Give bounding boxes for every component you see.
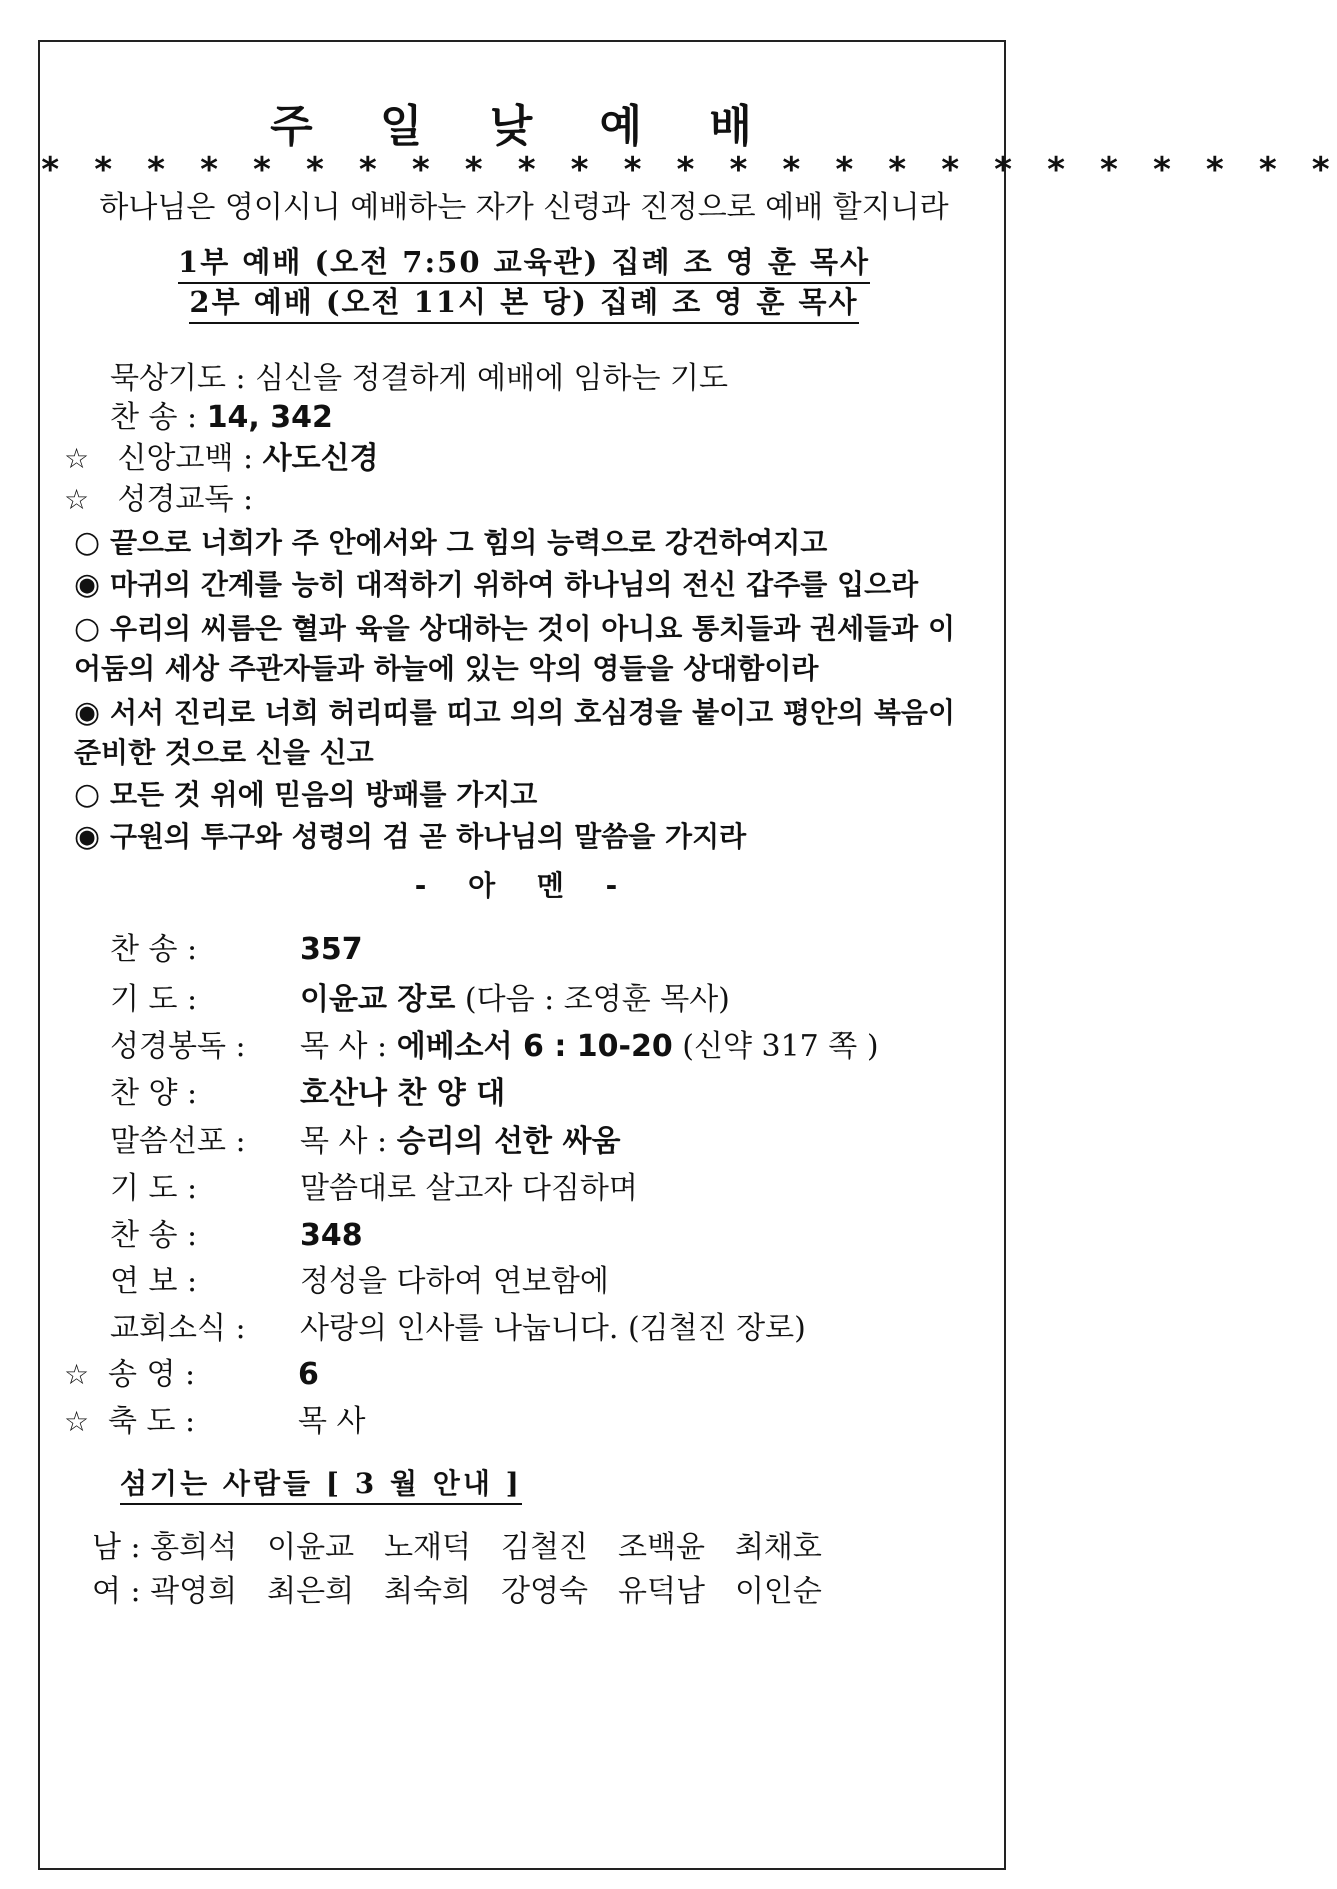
order-item [110, 1216, 363, 1256]
order-item [64, 1402, 366, 1442]
order-item [110, 1074, 505, 1114]
verse-line [74, 562, 918, 608]
order-reading [64, 480, 253, 520]
order-item [110, 1122, 620, 1162]
order-label: 성경교독 : [117, 482, 254, 517]
order-item [110, 1262, 609, 1302]
star-icon: ☆ [64, 442, 90, 475]
verse-text: 어둠의 세상 주관자들과 하늘에 있는 악의 영들을 상대함이라 [74, 652, 819, 685]
page-title: 주 일 낮 예 배 [270, 101, 778, 152]
order-value: 14, 342 [206, 400, 333, 435]
order-item [110, 1027, 879, 1067]
motto-line: 하나님은 영이시니 예배하는 자가 신령과 진정으로 예배 할지니라 [99, 190, 949, 225]
order-item [110, 1309, 806, 1349]
server-name: 곽영희 [150, 1574, 238, 1609]
order-value: 심신을 정결하게 예배에 임하는 기도 [255, 361, 728, 396]
server-name: 조백윤 [617, 1530, 705, 1565]
circle-icon: ○ [74, 777, 101, 812]
order-value: 승리의 선한 싸움 [396, 1124, 621, 1159]
verse-line [74, 772, 537, 818]
order-value: 357 [300, 932, 363, 967]
order-label: 기 도 : [110, 1171, 198, 1206]
servers-male-label: 남 : [92, 1530, 151, 1565]
order-note: (다음 : 조영훈 목사) [455, 982, 730, 1017]
order-label: 연 보 : [110, 1264, 198, 1299]
verse-text: 마귀의 간계를 능히 대적하기 위하여 하나님의 전신 갑주를 입으라 [109, 568, 919, 601]
servers-male-row [92, 1522, 852, 1566]
servers-heading-text: 섬기는 사람들 [ 3 월 안내 ] [120, 1467, 522, 1505]
order-value: 사도신경 [262, 441, 379, 476]
order-item [110, 1169, 638, 1209]
star-divider: * * * * * * * * * * * * * * * * * * * * * * * * * [40, 150, 1337, 190]
order-value: 6 [298, 1357, 319, 1392]
server-name: 최채호 [734, 1530, 822, 1565]
service-1-text: 1부 예배 (오전 7:50 교육관) 집례 조 영 훈 목사 [178, 245, 870, 284]
order-officiant: 목 사 : [300, 1029, 397, 1064]
bulletin-frame [38, 40, 1337, 1870]
server-name: 유덕남 [617, 1574, 705, 1609]
verse-text: 우리의 씨름은 혈과 육을 상대하는 것이 아니요 통치들과 권세들과 이 [109, 612, 956, 645]
dotted-circle-icon: ◉ [74, 695, 101, 730]
order-label: 신앙고백 : [117, 441, 254, 476]
order-note: 정성을 다하여 연보함에 [300, 1264, 609, 1299]
server-name: 강영숙 [501, 1574, 588, 1609]
order-creed [64, 439, 379, 479]
server-name: 최숙희 [384, 1574, 472, 1609]
order-label: 교회소식 : [110, 1311, 246, 1346]
verse-line [74, 646, 818, 692]
order-item [64, 1355, 319, 1395]
verse-line [74, 814, 746, 860]
order-label: 묵상기도 : [110, 361, 246, 396]
server-name: 홍희석 [150, 1530, 238, 1565]
circle-icon: ○ [74, 525, 101, 560]
order-label: 축 도 : [108, 1404, 196, 1439]
dotted-circle-icon: ◉ [74, 567, 101, 602]
service-2-text: 2부 예배 (오전 11시 본 당) 집례 조 영 훈 목사 [189, 285, 858, 324]
order-item [110, 980, 730, 1020]
order-label: 찬 송 : [110, 1218, 198, 1253]
order-value: 호산나 찬 양 대 [300, 1076, 506, 1111]
star-icon: ☆ [64, 483, 90, 516]
order-note: (신약 317 쪽 ) [672, 1029, 879, 1064]
server-name: 최은희 [267, 1574, 355, 1609]
verse-text: 서서 진리로 너희 허리띠를 띠고 의의 호심경을 붙이고 평안의 복음이 [109, 696, 956, 729]
verse-text: 모든 것 위에 믿음의 방패를 가지고 [109, 778, 538, 811]
order-silent-prayer [110, 359, 728, 399]
order-label: 찬 송 : [110, 400, 198, 435]
order-hymn-1 [110, 398, 333, 438]
amen-line: - 아 멘 - [414, 869, 634, 902]
order-label: 송 영 : [108, 1357, 196, 1392]
server-name: 이윤교 [267, 1530, 355, 1565]
order-label: 성경봉독 : [110, 1029, 246, 1064]
order-item [110, 930, 363, 970]
server-name: 이인순 [734, 1574, 822, 1609]
order-label: 말씀선포 : [110, 1124, 246, 1159]
servers-heading [120, 1462, 522, 1502]
order-value: 에베소서 6 : 10-20 [396, 1029, 673, 1064]
order-note: 목 사 [298, 1404, 366, 1439]
servers-female-label: 여 : [92, 1574, 151, 1609]
servers-female-row [92, 1566, 852, 1610]
verse-line [74, 520, 827, 566]
service-line-1 [40, 240, 1008, 281]
star-icon: ☆ [64, 1358, 90, 1391]
order-note: 사랑의 인사를 나눕니다. (김철진 장로) [300, 1311, 806, 1346]
verse-text: 구원의 투구와 성령의 검 곧 하나님의 말씀을 가지라 [109, 820, 747, 853]
verse-text: 준비한 것으로 신을 신고 [74, 736, 374, 769]
service-line-2 [40, 280, 1008, 321]
order-value: 348 [300, 1218, 363, 1253]
order-officiant: 목 사 : [300, 1124, 397, 1159]
order-label: 찬 양 : [110, 1076, 198, 1111]
verse-text: 끝으로 너희가 주 안에서와 그 힘의 능력으로 강건하여지고 [109, 526, 828, 559]
order-label: 찬 송 : [110, 932, 198, 967]
order-note: 말씀대로 살고자 다짐하며 [300, 1171, 638, 1206]
verse-line [74, 730, 374, 776]
circle-icon: ○ [74, 611, 101, 646]
star-icon: ☆ [64, 1405, 90, 1438]
dotted-circle-icon: ◉ [74, 819, 101, 854]
order-label: 기 도 : [110, 982, 198, 1017]
order-value: 이윤교 장로 [300, 982, 456, 1017]
server-name: 노재덕 [384, 1530, 472, 1565]
server-name: 김철진 [501, 1530, 588, 1565]
